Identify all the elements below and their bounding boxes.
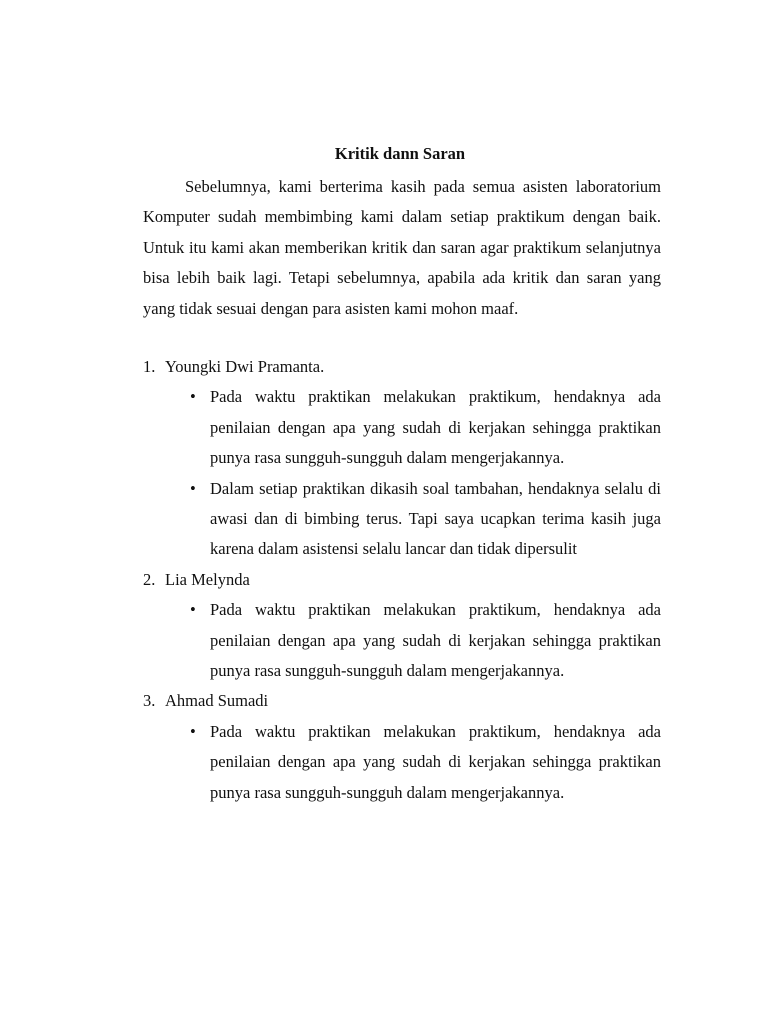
bullet-icon: •: [190, 478, 196, 498]
list-item-header: [143, 565, 661, 595]
list-item-3: [143, 686, 661, 808]
assistant-name: Lia Melynda: [165, 569, 250, 589]
intro-paragraph: Sebelumnya, kami berterima kasih pada semua asisten laboratorium Komputer sudah membimbing kami dalam setiap praktikum dengan baik. Untuk itu kami akan memberikan kritik dan saran agar praktikum selanjutnya bisa lebih baik lagi. Tetapi sebelumnya, apabila ada kritik dan saran yang yang tidak sesuai dengan para asisten kami mohon maaf.: [143, 177, 661, 318]
bullet-list: [143, 717, 661, 808]
bullet-text: Pada waktu praktikan melakukan praktikum, hendaknya ada penilaian dengan apa yang sudah di kerjakan sehingga praktikan punya rasa sungguh-sungguh dalam mengerjakannya.: [210, 387, 661, 468]
bullet-item: [190, 717, 661, 808]
bullet-list: [143, 382, 661, 564]
bullet-icon: •: [190, 721, 196, 741]
bullet-text: Pada waktu praktikan melakukan praktikum, hendaknya ada penilaian dengan apa yang sudah di kerjakan sehingga praktikan punya rasa sungguh-sungguh dalam mengerjakannya.: [210, 721, 661, 802]
list-item-number: 2.: [143, 569, 156, 589]
bullet-text: Pada waktu praktikan melakukan praktikum, hendaknya ada penilaian dengan apa yang sudah di kerjakan sehingga praktikan punya rasa sungguh-sungguh dalam mengerjakannya.: [210, 600, 661, 681]
assistant-name: Ahmad Sumadi: [165, 691, 269, 711]
page-title: Kritik dann Saran: [334, 144, 466, 163]
bullet-icon: •: [190, 387, 196, 407]
list-item-1: [143, 352, 661, 565]
bullet-item: [190, 382, 661, 473]
bullet-item: [190, 474, 661, 565]
list-item-number: 1.: [143, 357, 156, 376]
bullet-icon: •: [190, 600, 196, 620]
bullet-text: Dalam setiap praktikan dikasih soal tambahan, hendaknya selalu di awasi dan di bimbing terus. Tapi saya ucapkan terima kasih juga karena dalam asistensi selalu lancar dan tidak dipersulit: [210, 478, 661, 559]
list-item-header: [143, 352, 661, 382]
list-item-number: 3.: [143, 691, 156, 711]
assistant-list: [143, 352, 661, 808]
assistant-name: Youngki Dwi Pramanta.: [165, 357, 325, 376]
bullet-item: [190, 595, 661, 686]
list-item-header: [143, 686, 661, 716]
bullet-list: [143, 595, 661, 686]
list-item-2: [143, 565, 661, 687]
